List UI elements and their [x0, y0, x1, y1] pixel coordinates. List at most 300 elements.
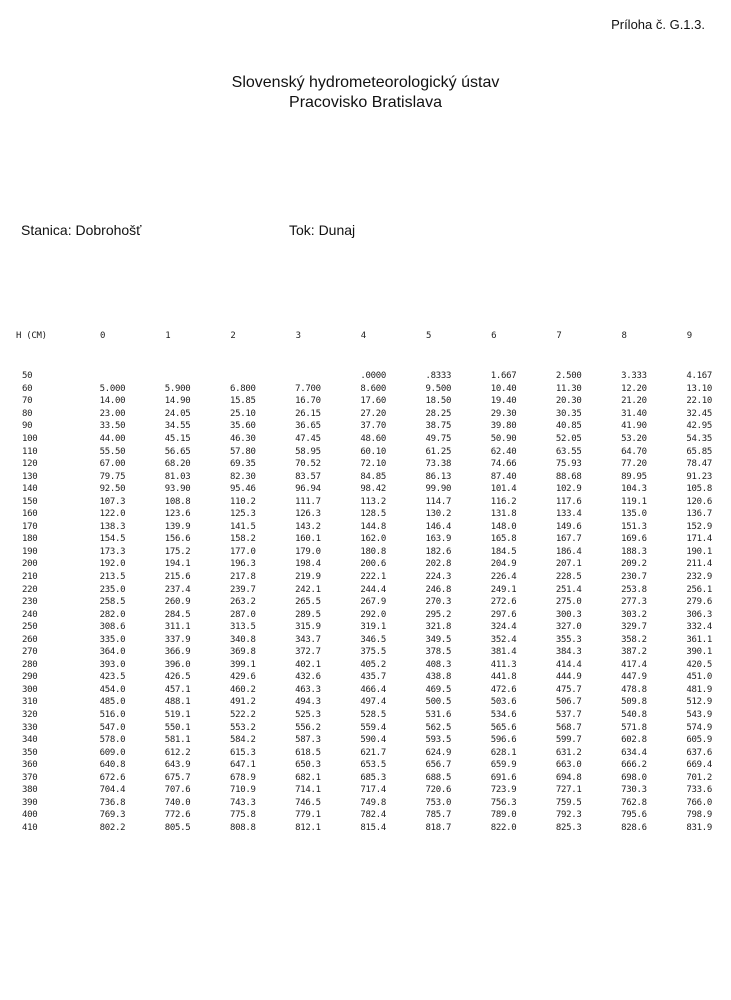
table-row — [10, 784, 722, 797]
discharge-cell: 733.6 — [686, 785, 712, 796]
discharge-cell: 239.7 — [229, 584, 256, 595]
discharge-cell: 65.85 — [686, 446, 712, 457]
table-row — [10, 483, 722, 496]
discharge-cell: 759.5 — [555, 797, 582, 808]
row-h-value: 390 — [22, 797, 38, 808]
discharge-cell: 556.2 — [295, 722, 321, 733]
discharge-cell: 324.4 — [490, 622, 517, 633]
row-h-value: 190 — [22, 546, 38, 557]
column-header: 8 — [621, 331, 627, 341]
discharge-cell: 297.6 — [490, 609, 517, 620]
discharge-cell: 102.9 — [555, 484, 582, 495]
table-row — [10, 797, 722, 810]
row-h-value: 50 — [22, 371, 33, 382]
discharge-cell: 256.1 — [686, 584, 712, 595]
discharge-cell: 762.8 — [621, 797, 647, 808]
table-row — [10, 470, 722, 483]
discharge-cell: 714.1 — [295, 785, 321, 796]
discharge-cell: 429.6 — [229, 672, 256, 683]
row-h-value: 100 — [22, 434, 38, 444]
discharge-cell: 54.35 — [686, 434, 712, 444]
discharge-cell: 136.7 — [686, 509, 712, 520]
table-row — [10, 646, 722, 659]
column-header: 7 — [556, 331, 562, 341]
discharge-cell: 277.3 — [621, 597, 647, 608]
discharge-cell: 438.8 — [425, 672, 452, 683]
discharge-cell: 10.40 — [490, 383, 517, 394]
table-row — [10, 684, 722, 697]
discharge-cell: 244.4 — [360, 584, 386, 595]
discharge-cell: 93.90 — [164, 484, 191, 495]
discharge-cell: 81.03 — [164, 471, 191, 482]
discharge-cell: 12.20 — [621, 383, 647, 394]
row-h-value: 230 — [22, 597, 38, 608]
discharge-cell: 56.65 — [164, 446, 191, 457]
table-row — [10, 709, 722, 722]
row-h-value: 270 — [22, 647, 38, 658]
table-row — [10, 395, 722, 408]
column-header: 9 — [686, 331, 692, 341]
discharge-cell: 64.70 — [621, 446, 647, 457]
discharge-cell: 21.20 — [621, 396, 647, 407]
discharge-cell: 17.60 — [360, 396, 386, 407]
row-h-value: 210 — [22, 572, 38, 583]
table-row — [10, 408, 722, 421]
discharge-cell: 384.3 — [555, 647, 582, 658]
discharge-cell: 130.2 — [425, 509, 452, 520]
discharge-cell: 5.000 — [99, 383, 126, 394]
discharge-cell: 46.30 — [229, 434, 256, 444]
discharge-cell: 53.20 — [621, 434, 647, 444]
discharge-cell: 188.3 — [621, 546, 647, 557]
discharge-cell: 148.0 — [490, 521, 517, 532]
discharge-cell: 68.20 — [164, 459, 191, 470]
discharge-cell: 282.0 — [99, 609, 126, 620]
discharge-cell: 141.5 — [229, 521, 256, 532]
discharge-cell: 13.10 — [686, 383, 712, 394]
discharge-cell: 615.3 — [229, 747, 256, 758]
discharge-cell: 753.0 — [425, 797, 452, 808]
discharge-cell: 785.7 — [425, 810, 452, 821]
table-row — [10, 546, 722, 559]
discharge-cell: 366.9 — [164, 647, 191, 658]
discharge-cell: 144.8 — [360, 521, 386, 532]
discharge-cell: 315.9 — [295, 622, 321, 633]
discharge-cell: 63.55 — [555, 446, 582, 457]
discharge-cell: 494.3 — [295, 697, 321, 708]
discharge-cell: 207.1 — [555, 559, 582, 570]
discharge-cell: 355.3 — [555, 634, 582, 645]
discharge-cell: 565.6 — [490, 722, 517, 733]
discharge-cell: 688.5 — [425, 772, 452, 783]
discharge-cell: 73.38 — [425, 459, 452, 470]
discharge-cell: 119.1 — [621, 496, 647, 507]
discharge-cell: 411.3 — [490, 659, 517, 670]
discharge-cell: 815.4 — [360, 822, 386, 833]
discharge-cell: 675.7 — [164, 772, 191, 783]
table-header-row — [10, 320, 722, 352]
header-spacer — [10, 352, 722, 370]
discharge-cell: 192.0 — [99, 559, 126, 570]
discharge-cell: 25.10 — [229, 408, 256, 419]
discharge-cell: 23.00 — [99, 408, 126, 419]
row-h-value: 180 — [22, 534, 38, 545]
discharge-cell: 578.0 — [99, 735, 126, 746]
discharge-cell: 3.333 — [621, 371, 647, 382]
discharge-cell: 812.1 — [295, 822, 321, 833]
discharge-cell: 270.3 — [425, 597, 452, 608]
discharge-cell: 509.8 — [621, 697, 647, 708]
discharge-cell: 643.9 — [164, 760, 191, 771]
discharge-cell: 766.0 — [686, 797, 712, 808]
discharge-cell: 110.2 — [229, 496, 256, 507]
discharge-cell: 167.7 — [555, 534, 582, 545]
discharge-cell: 152.9 — [686, 521, 712, 532]
discharge-cell: 52.05 — [555, 434, 582, 444]
discharge-cell: 691.6 — [490, 772, 517, 783]
discharge-cell: 640.8 — [99, 760, 126, 771]
discharge-cell: 2.500 — [555, 371, 582, 382]
discharge-cell: 4.167 — [686, 371, 712, 382]
discharge-cell: 34.55 — [164, 421, 191, 432]
discharge-cell: 423.5 — [99, 672, 126, 683]
table-row — [10, 659, 722, 672]
discharge-cell: 202.8 — [425, 559, 452, 570]
discharge-cell: 319.1 — [360, 622, 386, 633]
discharge-cell — [266, 370, 331, 383]
discharge-cell: 779.1 — [295, 810, 321, 821]
discharge-cell: 131.8 — [490, 509, 517, 520]
discharge-cell: 361.1 — [686, 634, 712, 645]
discharge-cell: 5.900 — [164, 383, 191, 394]
discharge-cell: 27.20 — [360, 408, 386, 419]
table-row — [10, 583, 722, 596]
row-h-value: 80 — [22, 408, 33, 419]
discharge-cell: 101.4 — [490, 484, 517, 495]
column-header: 3 — [295, 331, 301, 341]
discharge-cell: 149.6 — [555, 521, 582, 532]
annex-label: Príloha č. G.1.3. — [611, 17, 705, 32]
column-header: 2 — [230, 331, 236, 341]
discharge-cell: 82.30 — [229, 471, 256, 482]
discharge-cell: 408.3 — [425, 659, 452, 670]
discharge-cell: 67.00 — [99, 459, 126, 470]
discharge-cell: 519.1 — [164, 710, 191, 721]
discharge-cell: 61.25 — [425, 446, 452, 457]
discharge-cell: 612.2 — [164, 747, 191, 758]
discharge-cell: 18.50 — [425, 396, 452, 407]
discharge-cell: 574.9 — [686, 722, 712, 733]
table-row — [10, 571, 722, 584]
discharge-cell: 215.6 — [164, 572, 191, 583]
discharge-cell: 111.7 — [295, 496, 321, 507]
discharge-cell: 194.1 — [164, 559, 191, 570]
discharge-cell: 818.7 — [425, 822, 452, 833]
discharge-cell: 92.50 — [99, 484, 126, 495]
discharge-cell: 701.2 — [686, 772, 712, 783]
discharge-cell: 730.3 — [621, 785, 647, 796]
discharge-cell: 171.4 — [686, 534, 712, 545]
discharge-cell: 279.6 — [686, 597, 712, 608]
discharge-cell: 169.6 — [621, 534, 647, 545]
table-row — [10, 608, 722, 621]
discharge-cell: 41.90 — [621, 421, 647, 432]
discharge-cell: 749.8 — [360, 797, 386, 808]
discharge-cell: 503.6 — [490, 697, 517, 708]
row-h-value: 320 — [22, 710, 38, 721]
discharge-cell: 89.95 — [621, 471, 647, 482]
discharge-cell: 405.2 — [360, 659, 386, 670]
row-h-value: 160 — [22, 509, 38, 520]
discharge-cell: 698.0 — [621, 772, 647, 783]
discharge-cell: 128.5 — [360, 509, 386, 520]
discharge-cell: 151.3 — [621, 521, 647, 532]
discharge-cell: 609.0 — [99, 747, 126, 758]
discharge-cell: 825.3 — [555, 822, 582, 833]
discharge-cell: 49.75 — [425, 434, 452, 444]
discharge-cell: 472.6 — [490, 684, 517, 695]
discharge-cell: 60.10 — [360, 446, 386, 457]
row-h-value: 70 — [22, 396, 33, 407]
discharge-cell: 232.9 — [686, 572, 712, 583]
discharge-cell: 656.7 — [425, 760, 452, 771]
table-row — [10, 370, 722, 383]
discharge-cell: 122.0 — [99, 509, 126, 520]
discharge-cell: 621.7 — [360, 747, 386, 758]
discharge-cell: 531.6 — [425, 710, 452, 721]
table-row — [10, 696, 722, 709]
discharge-cell: 14.00 — [99, 396, 126, 407]
discharge-cell: 647.1 — [229, 760, 256, 771]
discharge-cell: 805.5 — [164, 822, 191, 833]
discharge-cell: 213.5 — [99, 572, 126, 583]
table-row — [10, 746, 722, 759]
discharge-cell: 466.4 — [360, 684, 386, 695]
discharge-cell: 88.68 — [555, 471, 582, 482]
discharge-cell: 417.4 — [621, 659, 647, 670]
row-h-value: 110 — [22, 446, 38, 457]
row-h-value: 240 — [22, 609, 38, 620]
discharge-cell: 782.4 — [360, 810, 386, 821]
discharge-cell: 139.9 — [164, 521, 191, 532]
organization-branch: Pracovisko Bratislava — [289, 94, 442, 111]
discharge-cell: 123.6 — [164, 509, 191, 520]
row-h-value: 90 — [22, 421, 33, 432]
discharge-cell: 47.45 — [295, 434, 321, 444]
discharge-cell: 740.0 — [164, 797, 191, 808]
discharge-cell: 38.75 — [425, 421, 452, 432]
discharge-cell: 343.7 — [295, 634, 321, 645]
discharge-cell: 628.1 — [490, 747, 517, 758]
river-label: Tok: Dunaj — [289, 222, 356, 238]
discharge-cell: 104.3 — [621, 484, 647, 495]
discharge-cell: 209.2 — [621, 559, 647, 570]
discharge-cell: 605.9 — [686, 735, 712, 746]
discharge-cell: 678.9 — [229, 772, 256, 783]
discharge-cell: 204.9 — [490, 559, 517, 570]
table-row — [10, 671, 722, 684]
discharge-cell: 69.35 — [229, 459, 256, 470]
discharge-cell: 685.3 — [360, 772, 386, 783]
table-body — [10, 370, 722, 834]
discharge-cell: 190.1 — [686, 546, 712, 557]
column-header: 4 — [360, 331, 366, 341]
discharge-cell: 289.5 — [295, 609, 321, 620]
discharge-cell: 669.4 — [686, 760, 712, 771]
row-h-value: 200 — [22, 559, 38, 570]
discharge-cell: 74.66 — [490, 459, 517, 470]
discharge-cell: 727.1 — [555, 785, 582, 796]
discharge-cell: 50.90 — [490, 434, 517, 444]
discharge-cell: 219.9 — [295, 572, 321, 583]
discharge-cell: 7.700 — [295, 383, 321, 394]
discharge-cell: 478.8 — [621, 684, 647, 695]
discharge-cell — [200, 370, 265, 383]
discharge-cell: 618.5 — [295, 747, 321, 758]
discharge-cell: 506.7 — [555, 697, 582, 708]
discharge-cell: 313.5 — [229, 622, 256, 633]
discharge-cell: 540.8 — [621, 710, 647, 721]
discharge-cell: 525.3 — [295, 710, 321, 721]
discharge-cell: 42.95 — [686, 421, 712, 432]
discharge-cell: 113.2 — [360, 496, 386, 507]
discharge-cell: 230.7 — [621, 572, 647, 583]
discharge-cell: 653.5 — [360, 760, 386, 771]
discharge-cell: 8.600 — [360, 383, 386, 394]
discharge-cell: 497.4 — [360, 697, 386, 708]
discharge-cell: 426.5 — [164, 672, 191, 683]
discharge-cell: 488.1 — [164, 697, 191, 708]
discharge-cell: 217.8 — [229, 572, 256, 583]
discharge-cell: 48.60 — [360, 434, 386, 444]
discharge-cell: 184.5 — [490, 546, 517, 557]
discharge-cell: 593.5 — [425, 735, 452, 746]
discharge-cell: 33.50 — [99, 421, 126, 432]
discharge-cell: 534.6 — [490, 710, 517, 721]
discharge-cell: 522.2 — [229, 710, 256, 721]
discharge-cell: 198.4 — [295, 559, 321, 570]
discharge-cell: 44.00 — [99, 434, 126, 444]
discharge-cell: 108.8 — [164, 496, 191, 507]
discharge-cell: 789.0 — [490, 810, 517, 821]
row-h-value: 310 — [22, 697, 38, 708]
discharge-cell: 265.5 — [295, 597, 321, 608]
discharge-cell: 634.4 — [621, 747, 647, 758]
organization-header — [0, 73, 731, 113]
discharge-cell: 143.2 — [295, 521, 321, 532]
discharge-cell: 62.40 — [490, 446, 517, 457]
row-h-value: 150 — [22, 496, 38, 507]
discharge-cell: 682.1 — [295, 772, 321, 783]
discharge-cell: 831.9 — [686, 822, 712, 833]
station-label: Stanica: Dobrohošť — [21, 222, 142, 238]
discharge-cell: 235.0 — [99, 584, 126, 595]
discharge-cell: 435.7 — [360, 672, 386, 683]
discharge-cell: 37.70 — [360, 421, 386, 432]
discharge-cell: 441.8 — [490, 672, 517, 683]
discharge-cell: 165.8 — [490, 534, 517, 545]
table-row — [10, 458, 722, 471]
discharge-cell: 587.3 — [295, 735, 321, 746]
row-h-value: 60 — [22, 383, 33, 394]
discharge-cell: 292.0 — [360, 609, 386, 620]
discharge-cell: 720.6 — [425, 785, 452, 796]
discharge-cell: 154.5 — [99, 534, 126, 545]
discharge-cell: 86.13 — [425, 471, 452, 482]
discharge-cell: 547.0 — [99, 722, 126, 733]
discharge-cell: 537.7 — [555, 710, 582, 721]
discharge-cell: 287.0 — [229, 609, 256, 620]
discharge-cell: 666.2 — [621, 760, 647, 771]
row-h-value: 120 — [22, 459, 38, 470]
discharge-cell: 114.7 — [425, 496, 452, 507]
discharge-cell: 500.5 — [425, 697, 452, 708]
discharge-cell: 57.80 — [229, 446, 256, 457]
discharge-cell: 340.8 — [229, 634, 256, 645]
discharge-cell: 146.4 — [425, 521, 452, 532]
discharge-cell: 179.0 — [295, 546, 321, 557]
discharge-cell: 284.5 — [164, 609, 191, 620]
discharge-cell: 599.7 — [555, 735, 582, 746]
discharge-cell: 311.1 — [164, 622, 191, 633]
discharge-cell: 562.5 — [425, 722, 452, 733]
discharge-cell: 378.5 — [425, 647, 452, 658]
table-row — [10, 558, 722, 571]
row-h-value: 410 — [22, 822, 38, 833]
row-h-value: 220 — [22, 584, 38, 595]
table-row — [10, 420, 722, 433]
discharge-cell: 393.0 — [99, 659, 126, 670]
discharge-cell: 559.4 — [360, 722, 386, 733]
discharge-cell: 180.8 — [360, 546, 386, 557]
discharge-cell: 808.8 — [229, 822, 256, 833]
discharge-cell: 91.23 — [686, 471, 712, 482]
discharge-cell: 32.45 — [686, 408, 712, 419]
discharge-cell: 792.3 — [555, 810, 582, 821]
organization-name: Slovenský hydrometeorologický ústav — [231, 74, 500, 91]
row-h-value: 330 — [22, 722, 38, 733]
discharge-cell: 694.8 — [555, 772, 582, 783]
discharge-cell: 457.1 — [164, 684, 191, 695]
discharge-cell: 300.3 — [555, 609, 582, 620]
discharge-cell: 335.0 — [99, 634, 126, 645]
discharge-cell: 475.7 — [555, 684, 582, 695]
table-row — [10, 508, 722, 521]
discharge-cell: 828.6 — [621, 822, 647, 833]
discharge-cell: 160.1 — [295, 534, 321, 545]
discharge-cell: 95.46 — [229, 484, 256, 495]
discharge-cell: 710.9 — [229, 785, 256, 796]
discharge-cell: 769.3 — [99, 810, 126, 821]
table-row — [10, 621, 722, 634]
discharge-cell: 584.2 — [229, 735, 256, 746]
discharge-cell: 717.4 — [360, 785, 386, 796]
discharge-cell: 107.3 — [99, 496, 126, 507]
discharge-cell: 228.5 — [555, 572, 582, 583]
discharge-cell: 332.4 — [686, 622, 712, 633]
discharge-cell: 9.500 — [425, 383, 452, 394]
discharge-cell: 251.4 — [555, 584, 582, 595]
discharge-cell: 35.60 — [229, 421, 256, 432]
table-row — [10, 721, 722, 734]
discharge-cell: 631.2 — [555, 747, 582, 758]
discharge-cell: 96.94 — [295, 484, 321, 495]
discharge-cell: 308.6 — [99, 622, 126, 633]
discharge-cell: 40.85 — [555, 421, 582, 432]
row-h-value: 290 — [22, 672, 38, 683]
discharge-cell: 87.40 — [490, 471, 517, 482]
rating-table — [10, 320, 722, 834]
